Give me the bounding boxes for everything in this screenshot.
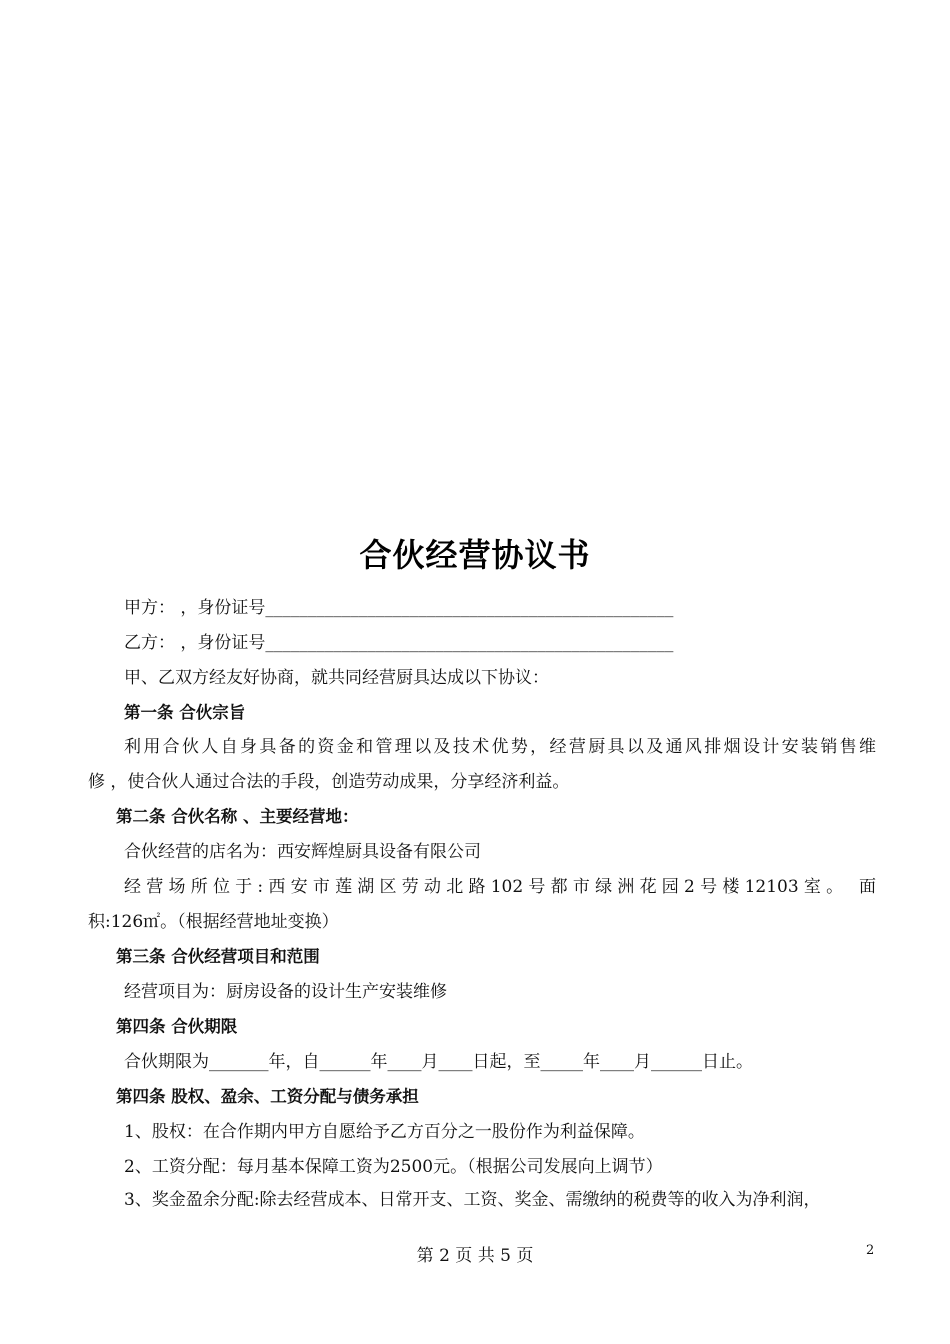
business-scope-line: 经营项目为：厨房设备的设计生产安装维修: [124, 982, 447, 1002]
article-1-heading: 第一条 合伙宗旨: [124, 703, 246, 722]
equity-line: 1、股权：在合作期内甲方自愿给予乙方百分之一股份作为利益保障。: [124, 1122, 645, 1142]
party-a-line: 甲方： ，身份证号________________________________________________: [124, 598, 674, 618]
store-name-line: 合伙经营的店名为：西安辉煌厨具设备有限公司: [124, 842, 481, 862]
salary-line: 2、工资分配：每月基本保障工资为2500元。（根据公司发展向上调节）: [124, 1157, 663, 1177]
intro-paragraph: 甲、乙双方经友好协商，就共同经营厨具达成以下协议：: [124, 668, 549, 688]
article-3-heading: 第三条 合伙经营项目和范围: [116, 947, 320, 966]
page-footer: 第 2 页 共 5 页: [416, 1246, 534, 1266]
page-number: 2: [866, 1243, 875, 1258]
bonus-line: 3、奖金盈余分配:除去经营成本、日常开支、工资、奖金、需缴纳的税费等的收入为净利润，: [124, 1190, 821, 1210]
party-b-line: 乙方： ，身份证号________________________________________________: [124, 633, 674, 653]
article-2-heading: 第二条 合伙名称 、主要经营地：: [116, 807, 359, 826]
address-line-1: 经营场所位于:西安市莲湖区劳动北路102号都市绿洲花园2号楼12103室。 面: [124, 877, 876, 897]
article-4b-heading: 第四条 股权、盈余、工资分配与债务承担: [116, 1087, 419, 1106]
address-line-2: 积:126㎡。（根据经营地址变换）: [88, 912, 339, 932]
article-4-heading: 第四条 合伙期限: [116, 1017, 238, 1036]
document-title: 合伙经营协议书: [359, 536, 591, 574]
article-1-text-line-1: 利用合伙人自身具备的资金和管理以及技术优势，经营厨具以及通风排烟设计安装销售维: [124, 737, 876, 757]
article-1-text-line-2: 修 ，使合伙人通过合法的手段，创造劳动成果，分享经济利益。: [88, 772, 570, 792]
term-line: 合伙期限为_______年，自______年____月____日起，至_____年____月______日止。: [124, 1052, 753, 1072]
